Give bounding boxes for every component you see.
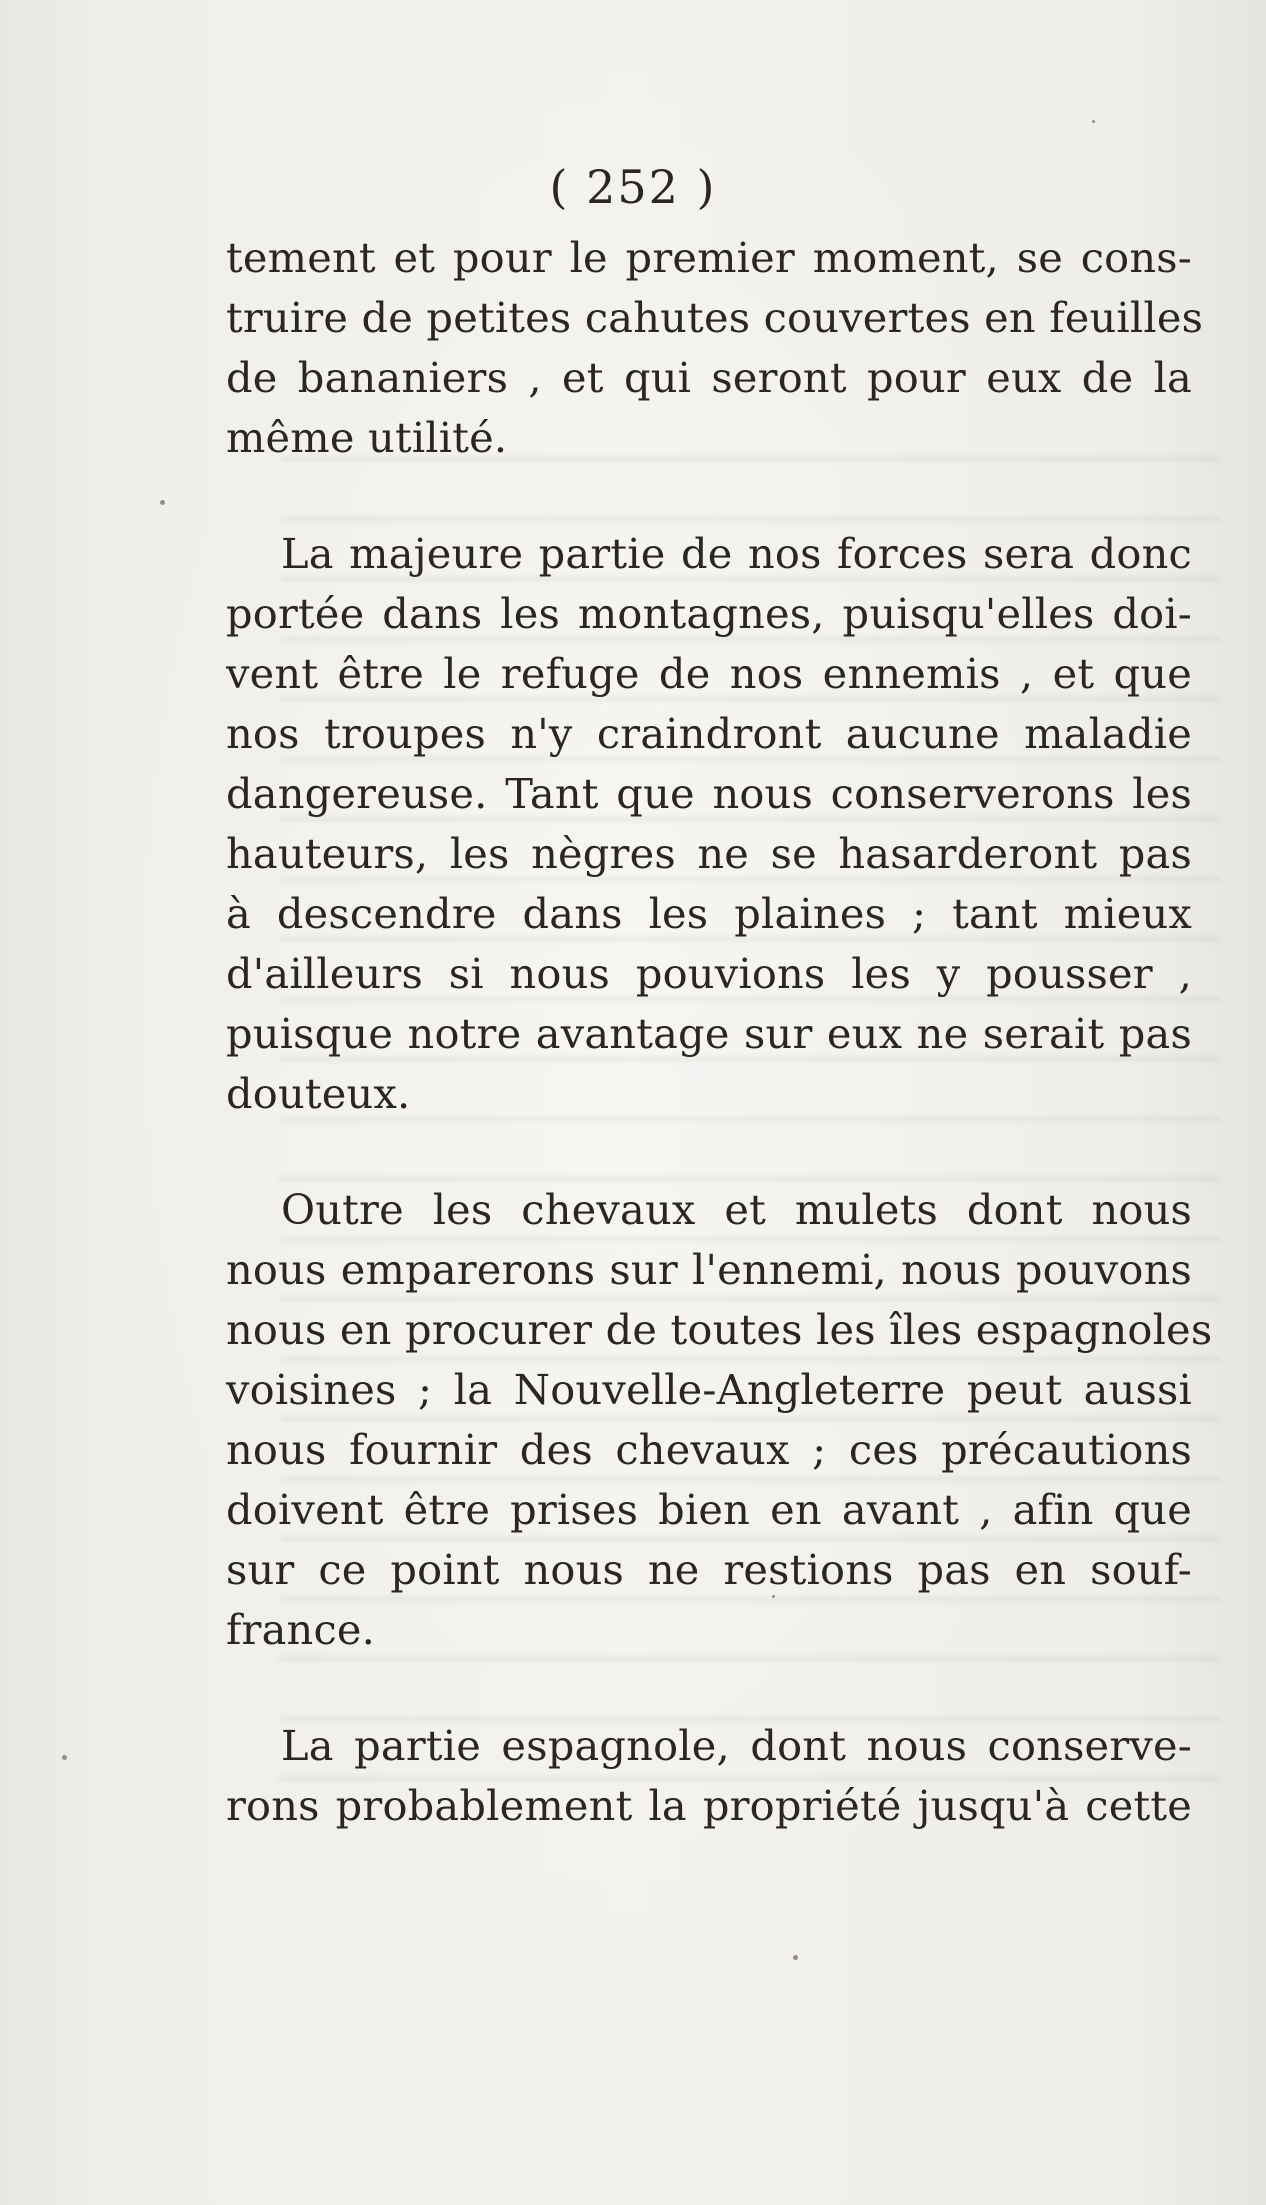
text-line: portée dans les montagnes, puisqu'elles doi- <box>226 589 1192 638</box>
paper-speck <box>772 1595 775 1598</box>
text-line: douteux. <box>226 1069 411 1118</box>
text-line: hauteurs, les nègres ne se hasarderont pas <box>226 829 1192 878</box>
text-line: La majeure partie de nos forces sera donc <box>281 529 1192 578</box>
text-line: de bananiers , et qui seront pour eux de la <box>226 353 1192 402</box>
text-line: Outre les chevaux et mulets dont nous <box>281 1185 1192 1234</box>
text-line: nous fournir des chevaux ; ces précautions <box>226 1425 1192 1474</box>
text-line: nous emparerons sur l'ennemi, nous pouvons <box>226 1245 1192 1294</box>
text-line: france. <box>226 1605 376 1654</box>
paper-speck <box>1092 120 1095 123</box>
text-line: nos troupes n'y craindront aucune maladie <box>226 709 1192 758</box>
text-line: tement et pour le premier moment, se cons- <box>226 233 1192 282</box>
paragraph-2 <box>226 524 1192 1124</box>
text-line: rons probablement la propriété jusqu'à cette <box>226 1781 1192 1830</box>
text-line: même utilité. <box>226 413 508 462</box>
text-line: truire de petites cahutes couvertes en feuilles <box>226 293 1204 342</box>
text-line: d'ailleurs si nous pouvions les y pousser , <box>226 949 1192 998</box>
text-line: doivent être prises bien en avant , afin que <box>226 1485 1192 1534</box>
text-line: voisines ; la Nouvelle-Angleterre peut aussi <box>226 1365 1192 1414</box>
text-line: sur ce point nous ne restions pas en souf- <box>226 1545 1192 1594</box>
paper-speck <box>62 1755 67 1760</box>
paragraph-3 <box>226 1180 1213 1660</box>
text-line: dangereuse. Tant que nous conserverons les <box>226 769 1192 818</box>
page-number: ( 252 ) <box>549 160 717 214</box>
paper-speck <box>793 1955 798 1960</box>
text-line: nous en procurer de toutes les îles espagnoles <box>226 1305 1213 1354</box>
text-line: puisque notre avantage sur eux ne serait pas <box>226 1009 1192 1058</box>
paper-speck <box>160 500 165 505</box>
paragraph-4 <box>226 1716 1192 1836</box>
text-line: à descendre dans les plaines ; tant mieux <box>226 889 1192 938</box>
body-text <box>226 228 1213 1836</box>
paragraph-1 <box>226 228 1204 468</box>
text-line: La partie espagnole, dont nous conserve- <box>281 1721 1192 1770</box>
text-line: vent être le refuge de nos ennemis , et que <box>226 649 1192 698</box>
